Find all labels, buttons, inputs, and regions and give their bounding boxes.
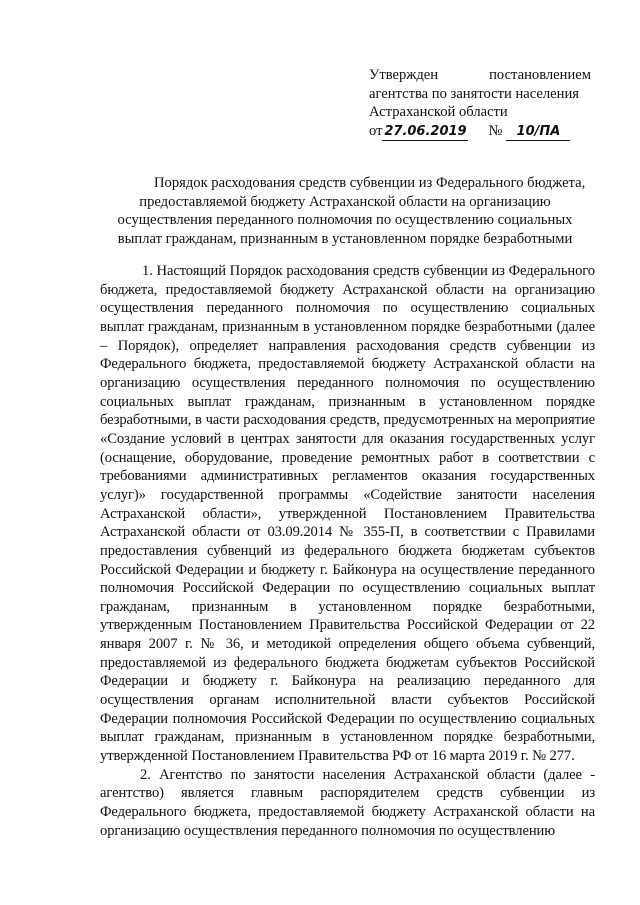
approval-line-1 [369, 66, 591, 85]
approval-line-2 [369, 85, 591, 104]
title-line-3: осуществления переданного полномочия по осуществлению социальных [117, 212, 573, 229]
handwritten-number: 10/ПА [506, 124, 570, 141]
date-prefix: от [369, 122, 383, 139]
paragraph-1: 1. Настоящий Порядок расходования средств субвенции из Федерального бюджета, предоставляемой бюджету Астраханской области на организацию осуществления переданного полномочия по осуществлению социальных выплат гражданам, признанным в установленном порядке безработными (далее – Порядок), определяет направления расходования средств субвенции из Федерального бюджета, предоставляемой бюджету Астраханской области на организацию осуществления переданного полномочия по осуществлению социальных выплат гражданам, признанным в установленном порядке безработными, в части расходования средств, предусмотренных на мероприятие «Создание условий в центрах занятости для оказания государственных услуг (оснащение, оборудование, проведение ремонтных работ в соответствии с требованиями административных регламентов оказания государственных услуг)» государственной программы «Содействие занятости населения Астраханской области», утвержденной Постановлением Правительства Астраханской области от 03.09.2014 № 355-П, в соответствии с Правилами предоставления субвенций из федерального бюджета бюджетам субъектов Российской Федерации и бюджету г. Байконура на осуществление переданного полномочия Российской Федерации по осуществлению социальных выплат гражданам, признанным в установленном порядке безработными, утвержденным Постановлением Правительства Российской Федерации от 22 января 2007 г. № 36, и методикой определения общего объема субвенций, предоставляемой из федерального бюджета бюджетам субъектов Российской Федерации и бюджету г. Байконура на реализацию переданного для осуществления органам исполнительной власти субъектов Российской Федерации полномочия Российской Федерации по осуществлению социальных выплат гражданам, признанным в установленном порядке безработными, утвержденной Постановлением Правительства РФ от 16 марта 2019 г. № 277. [100, 263, 595, 765]
approval-date-row [369, 122, 591, 141]
document-title [100, 174, 590, 248]
approval-approved-word: Утвержден [369, 67, 439, 83]
approval-resolution-word: постановлением [489, 67, 591, 83]
paragraph-2: 2. Агентство по занятости населения Астраханской области (далее - агентство) является главным распорядителем средств субвенции из Федерального бюджета, предоставляемой бюджету Астраханской области на организацию осуществления переданного полномочия по осуществлению [100, 766, 595, 839]
title-line-1: Порядок расходования средств субвенции из Федерального бюджета, [154, 175, 586, 191]
document-body [100, 262, 595, 840]
approval-line-3: Астраханской области [369, 104, 508, 120]
approval-block [369, 66, 591, 141]
number-prefix: № [488, 122, 503, 139]
title-line-2: предоставляемой бюджету Астраханской области на организацию [139, 193, 551, 210]
approval-agency-text: агентства по занятости населения [369, 85, 579, 102]
handwritten-date: 27.06.2019 [384, 123, 467, 139]
title-line-4: выплат гражданам, признанным в установленном порядке безработными [117, 230, 573, 247]
